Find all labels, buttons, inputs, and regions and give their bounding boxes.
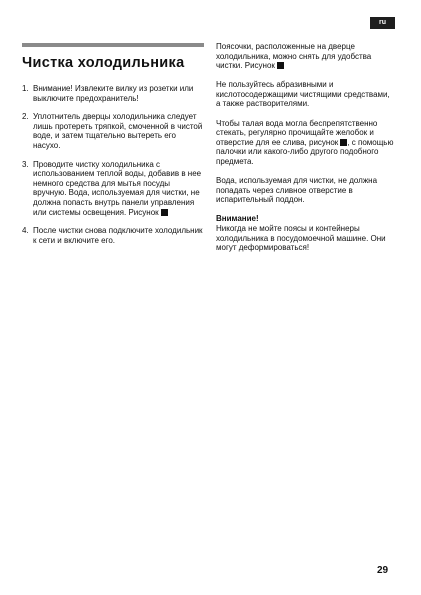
warning-text: Никогда не мойте поясы и контейнеры холодильника в посудомоечной машине. Они могут деформироваться! — [216, 223, 386, 253]
step-number: 4. — [22, 226, 29, 236]
warning-title: Внимание! — [216, 214, 259, 224]
instruction-step-3 — [22, 160, 204, 218]
figure-reference-icon — [277, 62, 284, 69]
paragraph-text: Чтобы талая вода могла беспрепятственно стекать, регулярно прочищайте желобок и отверстие для ее слива, — [216, 118, 378, 147]
page-title: Чистка холодильника — [22, 55, 185, 71]
right-column — [216, 42, 396, 253]
step-text: Уплотнитель дверцы холодильника следует лишь протереть тряпкой, смоченной в чистой воде, и затем тщательно вытереть его насухо. — [33, 112, 203, 150]
paragraph-shelves — [216, 42, 396, 71]
language-badge: ru — [370, 17, 395, 29]
figure-reference-label: Рисунок — [128, 207, 159, 217]
left-column — [22, 43, 204, 254]
instruction-step-4 — [22, 226, 204, 245]
paragraph-no-abrasives: Не пользуйтесь абразивными и кислотосодержащими чистящими средствами, а также растворителями. — [216, 80, 390, 109]
section-divider — [22, 43, 204, 47]
step-text-container — [33, 160, 204, 218]
step-text: Проводите чистку холодильника с использованием теплой воды, добавив в нее немного средства для мытья посуды вручную. Вода, используемая для чистки, не должна попасть внутрь панели управления или системы освещения. — [33, 159, 202, 217]
step-number: 2. — [22, 112, 29, 122]
step-text: Внимание! Извлеките вилку из розетки или выключите предохранитель! — [33, 84, 194, 103]
figure-reference-label: рисунок — [309, 137, 339, 147]
page-number: 29 — [377, 565, 389, 576]
paragraph-text: Поясочки, расположенные на дверце холодильника, можно снять для удобства чистки. — [216, 42, 372, 71]
paragraph-text: , с помощью палочки или какого-либо другого подобного предмета. — [216, 137, 394, 166]
instruction-step-2 — [22, 112, 204, 150]
step-text: После чистки снова подключите холодильник к сети и включите его. — [33, 226, 203, 245]
figure-reference-label: Рисунок — [244, 61, 275, 71]
step-number: 3. — [22, 159, 29, 169]
instruction-step-1 — [22, 84, 204, 103]
paragraph-drain — [216, 119, 396, 167]
figure-reference-icon — [161, 209, 168, 216]
warning-note — [216, 214, 396, 252]
instruction-list — [22, 84, 204, 245]
step-number: 1. — [22, 84, 29, 93]
paragraph-evaporator: Вода, используемая для чистки, не должна попадать через сливное отверстие в испарительный поддон. — [216, 176, 378, 205]
